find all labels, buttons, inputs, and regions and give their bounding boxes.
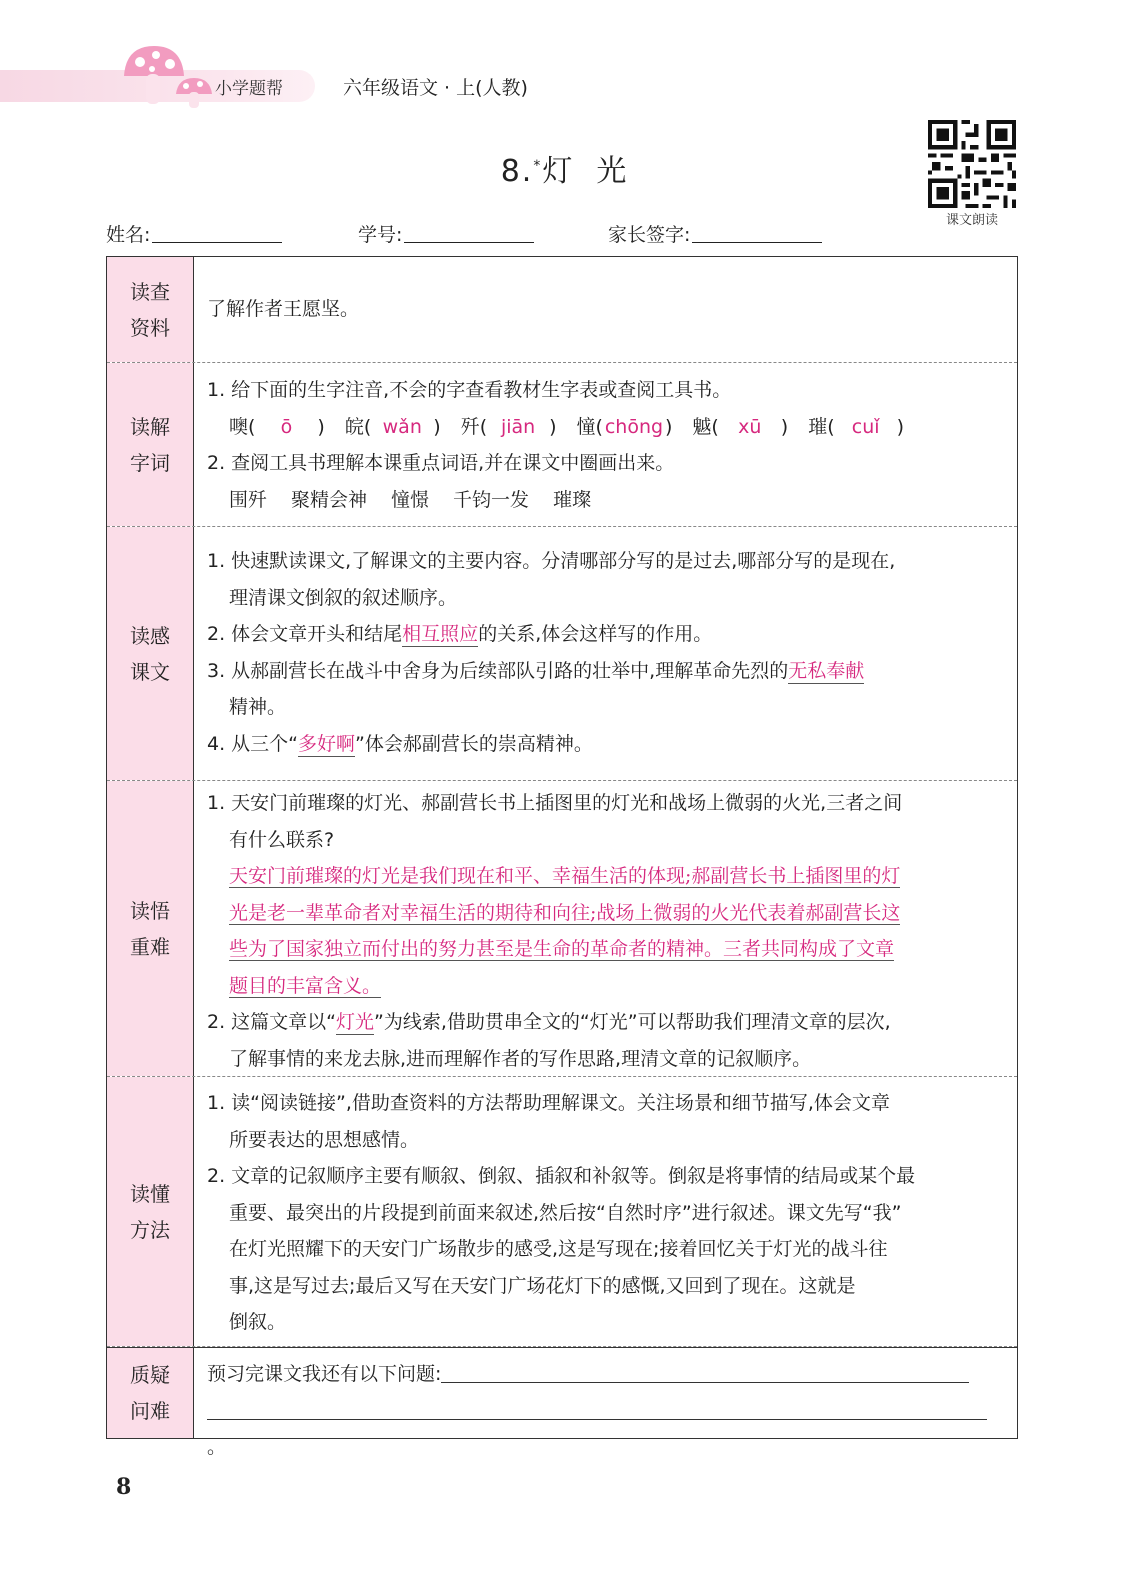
section-words xyxy=(107,363,1017,527)
lesson-title-a: 灯 xyxy=(542,154,575,189)
vocab-word: 围歼 xyxy=(229,488,268,511)
section-content xyxy=(207,1356,1005,1466)
pinyin-item xyxy=(461,409,577,446)
id-blank[interactable] xyxy=(404,226,534,243)
section-label xyxy=(107,257,194,362)
feel-item-2-post: 的关系,体会这样写的作用。 xyxy=(478,623,713,645)
feel-item-3-pre: 3. 从郝副营长在战斗中舍身为后续部队引路的壮举中,理解革命先烈的 xyxy=(207,659,789,682)
question-blank-2[interactable] xyxy=(207,1401,987,1420)
pinyin-answer: chōng xyxy=(604,415,664,438)
method-item-2b: 重要、最突出的片段提到前面来叙述,然后按“自然时序”进行叙述。课文先写“我” xyxy=(229,1201,902,1224)
pinyin-answer: xū xyxy=(738,415,762,438)
label-line-a: 质疑 xyxy=(130,1363,170,1387)
pinyin-close: ) xyxy=(896,415,905,438)
page-number: 8 xyxy=(116,1474,132,1500)
pinyin-answer: ō xyxy=(280,415,293,438)
pinyin-char: 魆( xyxy=(692,415,719,438)
feel-item-2-answer: 相互照应 xyxy=(402,623,479,645)
label-line-a: 读懂 xyxy=(130,1181,170,1206)
pinyin-close: ) xyxy=(317,415,325,438)
method-item-2d: 事,这是写过去;最后又写在天安门广场花灯下的感慨,又回到了现在。这就是 xyxy=(229,1274,856,1297)
section-methods xyxy=(107,1077,1017,1347)
pinyin-item xyxy=(808,409,924,446)
feel-item-1 xyxy=(207,543,1005,580)
question-line-2[interactable] xyxy=(207,1393,1005,1466)
id-field[interactable] xyxy=(358,220,534,247)
feel-item-1b: 理清课文倒叙的叙述顺序。 xyxy=(229,586,458,609)
method-item-2a: 2. 文章的记叙顺序主要有顺叙、倒叙、插叙和补叙等。倒叙是将事情的结局或某个最 xyxy=(207,1165,916,1187)
feel-item-1a: 1. 快速默读课文,了解课文的主要内容。分清哪部分写的是过去,哪部分写的是现在, xyxy=(207,550,896,572)
name-label: 姓名: xyxy=(106,224,151,246)
lesson-number: 8. xyxy=(500,154,534,189)
section-content xyxy=(207,1085,1005,1341)
name-field[interactable] xyxy=(106,220,282,247)
vocab-word: 璀璨 xyxy=(553,488,592,511)
pinyin-item xyxy=(577,409,693,446)
feel-item-2 xyxy=(207,616,1005,653)
vocab-word: 憧憬 xyxy=(391,488,430,511)
vocab-row xyxy=(207,482,1005,519)
section-key-points xyxy=(107,781,1017,1077)
id-label: 学号: xyxy=(358,224,403,246)
key-answer-line-4: 题目的丰富含义。 xyxy=(229,974,382,997)
pinyin-answer: cuǐ xyxy=(851,415,880,438)
sign-label: 家长签字: xyxy=(608,224,691,246)
key-item-2-post: ”为线索,借助贯串全文的“灯光”可以帮助我们理清文章的层次, xyxy=(374,1011,891,1033)
label-line-b: 方法 xyxy=(130,1217,170,1242)
pinyin-close: ) xyxy=(433,415,441,438)
section-content xyxy=(207,543,1005,762)
pinyin-char: 噢( xyxy=(229,415,256,438)
key-answer-line-2: 光是老一辈革命者对幸福生活的期待和向往;战场上微弱的火光代表着郝副营长这 xyxy=(229,901,901,924)
qr-caption: 课文朗读 xyxy=(945,213,998,228)
section-label xyxy=(107,363,194,526)
key-item-2b: 了解事情的来龙去脉,进而理解作者的写作思路,理清文章的记叙顺序。 xyxy=(229,1047,812,1070)
question-prompt: 预习完课文我还有以下问题: xyxy=(207,1363,442,1385)
preview-table xyxy=(106,256,1018,1458)
key-item-1a: 1. 天安门前璀璨的灯光、郝副营长书上插图里的灯光和战场上微弱的火光,三者之间 xyxy=(207,792,903,814)
words-item-2: 2. 查阅工具书理解本课重点词语,并在课文中圈画出来。 xyxy=(207,452,675,474)
pinyin-item xyxy=(229,409,345,446)
key-item-1b: 有什么联系? xyxy=(229,828,335,851)
pinyin-close: ) xyxy=(780,415,789,438)
lesson-title-b: 光 xyxy=(596,154,629,189)
pinyin-item xyxy=(692,409,808,446)
key-item-2 xyxy=(207,1004,1005,1041)
method-item-2c: 在灯光照耀下的天安门广场散步的感受,这是写现在;接着回忆关于灯光的战斗往 xyxy=(229,1238,888,1260)
pinyin-answer: wǎn xyxy=(382,415,422,438)
label-line-a: 读悟 xyxy=(130,898,170,923)
method-item-2e: 倒叙。 xyxy=(229,1311,287,1333)
mushroom-logo-icon xyxy=(120,42,220,114)
pinyin-close: ) xyxy=(549,415,557,438)
feel-item-3 xyxy=(207,653,1005,690)
label-line-b: 问难 xyxy=(130,1399,170,1423)
section-questions xyxy=(107,1347,1017,1458)
question-blank-1[interactable] xyxy=(441,1364,969,1383)
words-item-1: 1. 给下面的生字注音,不会的字查看教材生字表或查阅工具书。 xyxy=(207,379,732,401)
key-item-2-pre: 2. 这篇文章以“ xyxy=(207,1011,337,1033)
feel-item-2-pre: 2. 体会文章开头和结尾 xyxy=(207,623,403,645)
feel-item-3-post: 精神。 xyxy=(229,696,287,718)
section-label xyxy=(107,527,194,780)
section-label xyxy=(107,781,194,1076)
feel-item-3-answer: 无私奉献 xyxy=(788,659,865,682)
feel-item-4 xyxy=(207,726,1005,763)
label-line-b: 字词 xyxy=(130,450,170,475)
label-line-b: 课文 xyxy=(130,659,170,684)
feel-item-4-post: ”体会郝副营长的崇高精神。 xyxy=(355,732,593,755)
vocab-word: 千钧一发 xyxy=(453,488,530,511)
pinyin-item xyxy=(345,409,461,446)
pinyin-char: 歼( xyxy=(460,415,488,438)
vocab-word: 聚精会神 xyxy=(291,488,368,511)
section-label xyxy=(107,1348,194,1438)
method-item-1b: 所要表达的思想感情。 xyxy=(229,1128,420,1151)
section-content xyxy=(207,785,1005,1077)
pinyin-char: 璀( xyxy=(808,415,835,438)
key-answer xyxy=(207,858,1005,1004)
materials-text: 了解作者王愿坚。 xyxy=(207,298,360,320)
label-line-a: 读解 xyxy=(130,414,170,439)
method-item-1a: 1. 读“阅读链接”,借助查资料的方法帮助理解课文。关注场景和细节描写,体会文章 xyxy=(207,1092,890,1114)
pinyin-close: ) xyxy=(664,415,673,438)
brand-name: 小学题帮 xyxy=(215,79,283,99)
section-text-feel xyxy=(107,527,1017,781)
question-end: 。 xyxy=(207,1436,227,1458)
name-blank[interactable] xyxy=(152,226,282,243)
label-line-a: 读查 xyxy=(130,279,170,304)
pinyin-row xyxy=(207,409,1005,446)
section-label xyxy=(107,1077,194,1346)
sign-field[interactable] xyxy=(608,220,822,247)
section-content xyxy=(207,291,1005,328)
label-line-a: 读感 xyxy=(130,623,170,648)
key-answer-line-3: 些为了国家独立而付出的努力甚至是生命的革命者的精神。三者共同构成了文章 xyxy=(229,938,895,960)
question-line-1[interactable] xyxy=(207,1356,1005,1393)
book-title: 六年级语文 · 上(人教) xyxy=(343,77,528,99)
pinyin-char: 皖( xyxy=(344,415,372,438)
pinyin-answer: jiān xyxy=(500,415,536,438)
feel-item-4-pre: 4. 从三个“ xyxy=(207,732,299,755)
key-item-2-answer: 灯光 xyxy=(336,1011,375,1033)
qr-code-icon[interactable] xyxy=(928,120,1016,208)
pinyin-char: 憧( xyxy=(576,415,603,438)
label-line-b: 资料 xyxy=(130,315,170,340)
key-answer-line-1: 天安门前璀璨的灯光是我们现在和平、幸福生活的体现;郝副营长书上插图里的灯 xyxy=(229,865,901,887)
sign-blank[interactable] xyxy=(692,226,822,243)
feel-item-4-answer: 多好啊 xyxy=(298,732,356,755)
lesson-star: * xyxy=(533,158,543,174)
section-content xyxy=(207,372,1005,518)
label-line-b: 重难 xyxy=(130,934,170,959)
section-read-materials xyxy=(107,257,1017,363)
